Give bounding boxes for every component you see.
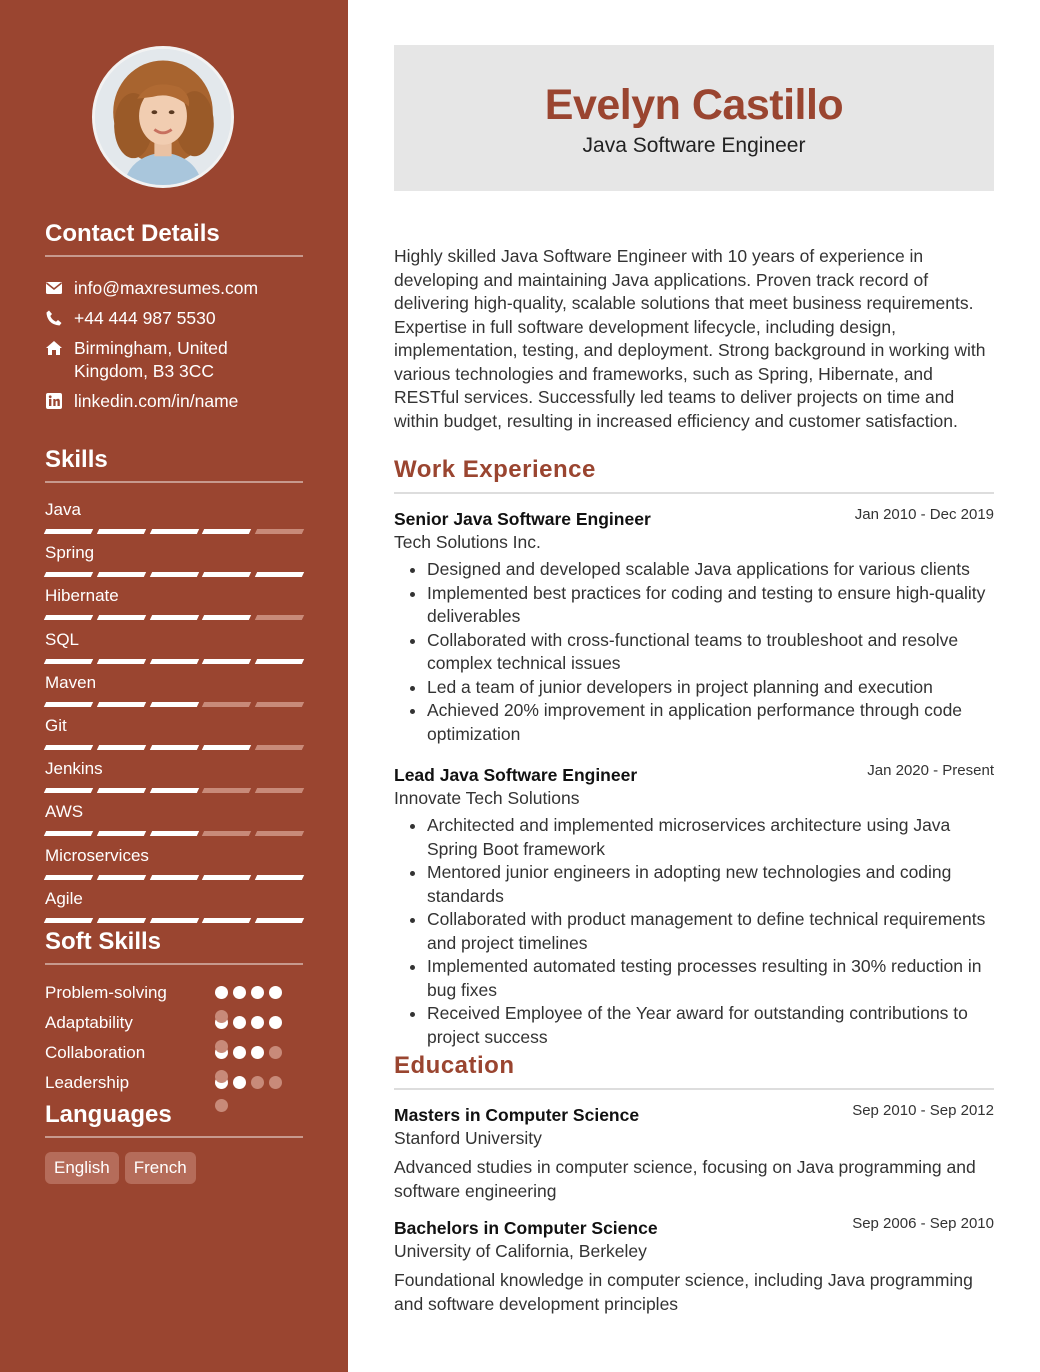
- rating-bar: [149, 831, 198, 836]
- rating-dot: [215, 1010, 228, 1023]
- rating-bar: [202, 831, 251, 836]
- rating-bar: [44, 702, 93, 707]
- skill-rating: [45, 615, 303, 620]
- rating-bar: [202, 615, 251, 620]
- job-company: Innovate Tech Solutions: [394, 788, 580, 808]
- job-entry: [394, 764, 994, 1049]
- rating-bar: [44, 572, 93, 577]
- contact-address-text: Birmingham, United Kingdom, B3 3CC: [74, 338, 228, 381]
- skills-list: [45, 500, 303, 932]
- job-bullet: • Implemented best practices for coding and testing to ensure high-quality deliverables: [427, 582, 994, 629]
- rating-bar: [255, 788, 304, 793]
- rating-bar: [97, 659, 146, 664]
- linkedin-icon: [45, 392, 63, 410]
- contact-email-text: info@maxresumes.com: [74, 278, 259, 298]
- skill-item: [45, 846, 303, 889]
- skill-name: AWS: [45, 802, 84, 822]
- job-bullet: • Collaborated with product management to define technical requirements and project timelines: [427, 908, 994, 955]
- rating-bar: [97, 745, 146, 750]
- rating-bar: [149, 788, 198, 793]
- job-bullet: • Designed and developed scalable Java applications for various clients: [427, 558, 994, 582]
- rating-bar: [44, 875, 93, 880]
- rating-bar: [255, 831, 304, 836]
- job-bullet: • Mentored junior engineers in adopting new technologies and coding standards: [427, 861, 994, 908]
- rating-bar: [97, 831, 146, 836]
- rating-bar: [202, 788, 251, 793]
- rating-bar: [44, 831, 93, 836]
- rating-bar: [97, 615, 146, 620]
- rating-bar: [202, 702, 251, 707]
- soft-skill-name: Collaboration: [45, 1043, 146, 1062]
- soft-skills-title: Soft Skills: [45, 927, 303, 965]
- rating-bar: [202, 659, 251, 664]
- rating-bar: [44, 745, 93, 750]
- skill-item: [45, 630, 303, 673]
- skill-item: [45, 889, 303, 932]
- skill-item: [45, 759, 303, 802]
- soft-skill-item: [45, 982, 303, 1012]
- resume-header: [394, 45, 994, 191]
- rating-bar: [97, 572, 146, 577]
- education-description: Advanced studies in computer science, focusing on Java programming and software engineering: [394, 1157, 976, 1201]
- contact-phone[interactable]: [45, 307, 305, 330]
- education-description: Foundational knowledge in computer science, including Java programming and software development principles: [394, 1270, 973, 1314]
- education-entry: [394, 1217, 994, 1316]
- education-entry: [394, 1104, 994, 1203]
- skill-item: [45, 802, 303, 845]
- soft-skill-item: [45, 1012, 303, 1042]
- soft-skill-name: Leadership: [45, 1073, 130, 1092]
- rating-dot: [251, 1016, 264, 1029]
- soft-skill-name: Adaptability: [45, 1013, 133, 1032]
- skill-rating: [45, 831, 303, 836]
- job-date: Jan 2010 - Dec 2019: [854, 506, 994, 523]
- rating-bar: [149, 659, 198, 664]
- rating-bar: [255, 745, 304, 750]
- rating-dot: [269, 1076, 282, 1089]
- rating-dot: [269, 1046, 282, 1059]
- contact-linkedin[interactable]: [45, 390, 305, 413]
- rating-bar: [202, 875, 251, 880]
- rating-dot: [269, 986, 282, 999]
- school-name: University of California, Berkeley: [394, 1241, 647, 1261]
- languages-title: Languages: [45, 1100, 303, 1138]
- job-bullet: • Architected and implemented microservices architecture using Java Spring Boot framework: [427, 814, 994, 861]
- skill-name: SQL: [45, 629, 80, 649]
- skill-rating: [45, 875, 303, 880]
- contact-linkedin-text: linkedin.com/in/name: [74, 391, 239, 411]
- rating-bar: [97, 918, 146, 923]
- rating-dot: [251, 1076, 264, 1089]
- job-title: Senior Java Software Engineer: [394, 509, 651, 529]
- contact-address: [45, 337, 305, 383]
- profile-photo-illustration: [95, 49, 231, 185]
- education-title: Education: [394, 1052, 994, 1090]
- languages-list: [45, 1152, 196, 1184]
- job-bullet: • Led a team of junior developers in project planning and execution: [427, 676, 994, 700]
- job-bullet: • Achieved 20% improvement in application performance through code optimization: [427, 699, 994, 746]
- rating-bar: [44, 918, 93, 923]
- soft-skill-item: [45, 1042, 303, 1072]
- skill-name: Java: [45, 500, 81, 519]
- rating-bar: [44, 788, 93, 793]
- soft-skill-item: [45, 1072, 303, 1102]
- profile-summary: Highly skilled Java Software Engineer with 10 years of experience in developing and maintaining Java applications. Proven track record of delivering high-quality, scalable solutions that meet business requirements. Expertise in full software development lifecycle, including design, implementation, testing, and deployment. Strong background in working with various technologies and frameworks, such as Spring, Hibernate, and RESTful services. Successfully led teams to deliver projects on time and within budget, resulting in increased efficiency and customer satisfaction.: [394, 246, 986, 431]
- candidate-role: Java Software Engineer: [582, 134, 806, 157]
- skill-rating: [45, 572, 303, 577]
- skills-title: Skills: [45, 445, 303, 483]
- language-badge: French: [125, 1152, 196, 1184]
- contact-details-title: Contact Details: [45, 219, 303, 257]
- rating-dot: [251, 986, 264, 999]
- rating-bar: [97, 529, 146, 534]
- job-company: Tech Solutions Inc.: [394, 532, 541, 552]
- rating-bar: [202, 572, 251, 577]
- job-bullets: [394, 558, 994, 746]
- rating-bar: [44, 615, 93, 620]
- job-title: Lead Java Software Engineer: [394, 765, 638, 785]
- rating-dot: [233, 1016, 246, 1029]
- soft-skill-name: Problem-solving: [45, 983, 167, 1002]
- rating-bar: [255, 615, 304, 620]
- degree-title: Masters in Computer Science: [394, 1105, 640, 1125]
- rating-dot: [251, 1046, 264, 1059]
- rating-dot: [233, 1076, 246, 1089]
- rating-bar: [97, 875, 146, 880]
- skill-item: [45, 586, 303, 629]
- skill-rating: [45, 702, 303, 707]
- skill-name: Git: [45, 715, 67, 735]
- rating-dot: [215, 1040, 228, 1053]
- skill-name: Spring: [45, 543, 95, 563]
- language-badge: English: [45, 1152, 119, 1184]
- rating-bar: [255, 529, 304, 534]
- skill-item: [45, 543, 303, 586]
- rating-bar: [149, 702, 198, 707]
- rating-dot: [233, 1046, 246, 1059]
- skill-item: [45, 716, 303, 759]
- rating-dot: [233, 986, 246, 999]
- education-date: Sep 2006 - Sep 2010: [852, 1215, 994, 1232]
- skill-item: [45, 500, 303, 543]
- skill-rating: [45, 659, 303, 664]
- rating-dot: [215, 986, 228, 999]
- rating-bar: [149, 615, 198, 620]
- work-experience-title: Work Experience: [394, 456, 994, 494]
- job-date: Jan 2020 - Present: [867, 762, 994, 779]
- rating-bar: [97, 702, 146, 707]
- envelope-icon: [45, 279, 63, 297]
- job-bullet: • Implemented automated testing processes resulting in 30% reduction in bug fixes: [427, 955, 994, 1002]
- contact-phone-text: +44 444 987 5530: [74, 308, 216, 328]
- contact-list: [45, 277, 305, 420]
- rating-dot: [269, 1016, 282, 1029]
- rating-bar: [202, 745, 251, 750]
- rating-bar: [44, 659, 93, 664]
- sidebar: [0, 0, 348, 1372]
- skill-rating: [45, 745, 303, 750]
- rating-bar: [255, 702, 304, 707]
- rating-bar: [97, 788, 146, 793]
- education-section: [394, 1052, 994, 1316]
- rating-bar: [202, 529, 251, 534]
- skill-item: [45, 673, 303, 716]
- rating-bar: [149, 572, 198, 577]
- profile-photo: [92, 46, 234, 188]
- rating-bar: [149, 745, 198, 750]
- school-name: Stanford University: [394, 1128, 542, 1148]
- home-icon: [45, 339, 63, 357]
- contact-email[interactable]: [45, 277, 305, 300]
- skill-rating: [45, 529, 303, 534]
- rating-bar: [149, 875, 198, 880]
- rating-bar: [44, 529, 93, 534]
- job-entry: [394, 508, 994, 746]
- skill-rating: [45, 788, 303, 793]
- soft-skill-rating: [215, 986, 282, 999]
- work-experience-section: [394, 456, 994, 1049]
- skill-rating: [45, 918, 303, 923]
- rating-bar: [255, 659, 304, 664]
- skill-name: Agile: [45, 888, 83, 908]
- rating-bar: [255, 918, 304, 923]
- rating-bar: [202, 918, 251, 923]
- rating-bar: [149, 918, 198, 923]
- education-date: Sep 2010 - Sep 2012: [852, 1102, 994, 1119]
- job-bullet: • Collaborated with cross-functional teams to troubleshoot and resolve complex technical issues: [427, 629, 994, 676]
- skill-name: Hibernate: [45, 586, 119, 606]
- soft-skills-list: [45, 982, 303, 1102]
- job-bullet: • Received Employee of the Year award for outstanding contributions to project success: [427, 1002, 994, 1049]
- rating-bar: [255, 875, 304, 880]
- rating-bar: [255, 572, 304, 577]
- phone-icon: [45, 309, 63, 327]
- rating-dot: [215, 1070, 228, 1083]
- rating-bar: [149, 529, 198, 534]
- skill-name: Jenkins: [45, 759, 103, 779]
- degree-title: Bachelors in Computer Science: [394, 1218, 658, 1238]
- candidate-name: Evelyn Castillo: [544, 81, 844, 129]
- job-bullets: [394, 814, 994, 1049]
- skill-name: Maven: [45, 672, 97, 692]
- skill-name: Microservices: [45, 845, 149, 865]
